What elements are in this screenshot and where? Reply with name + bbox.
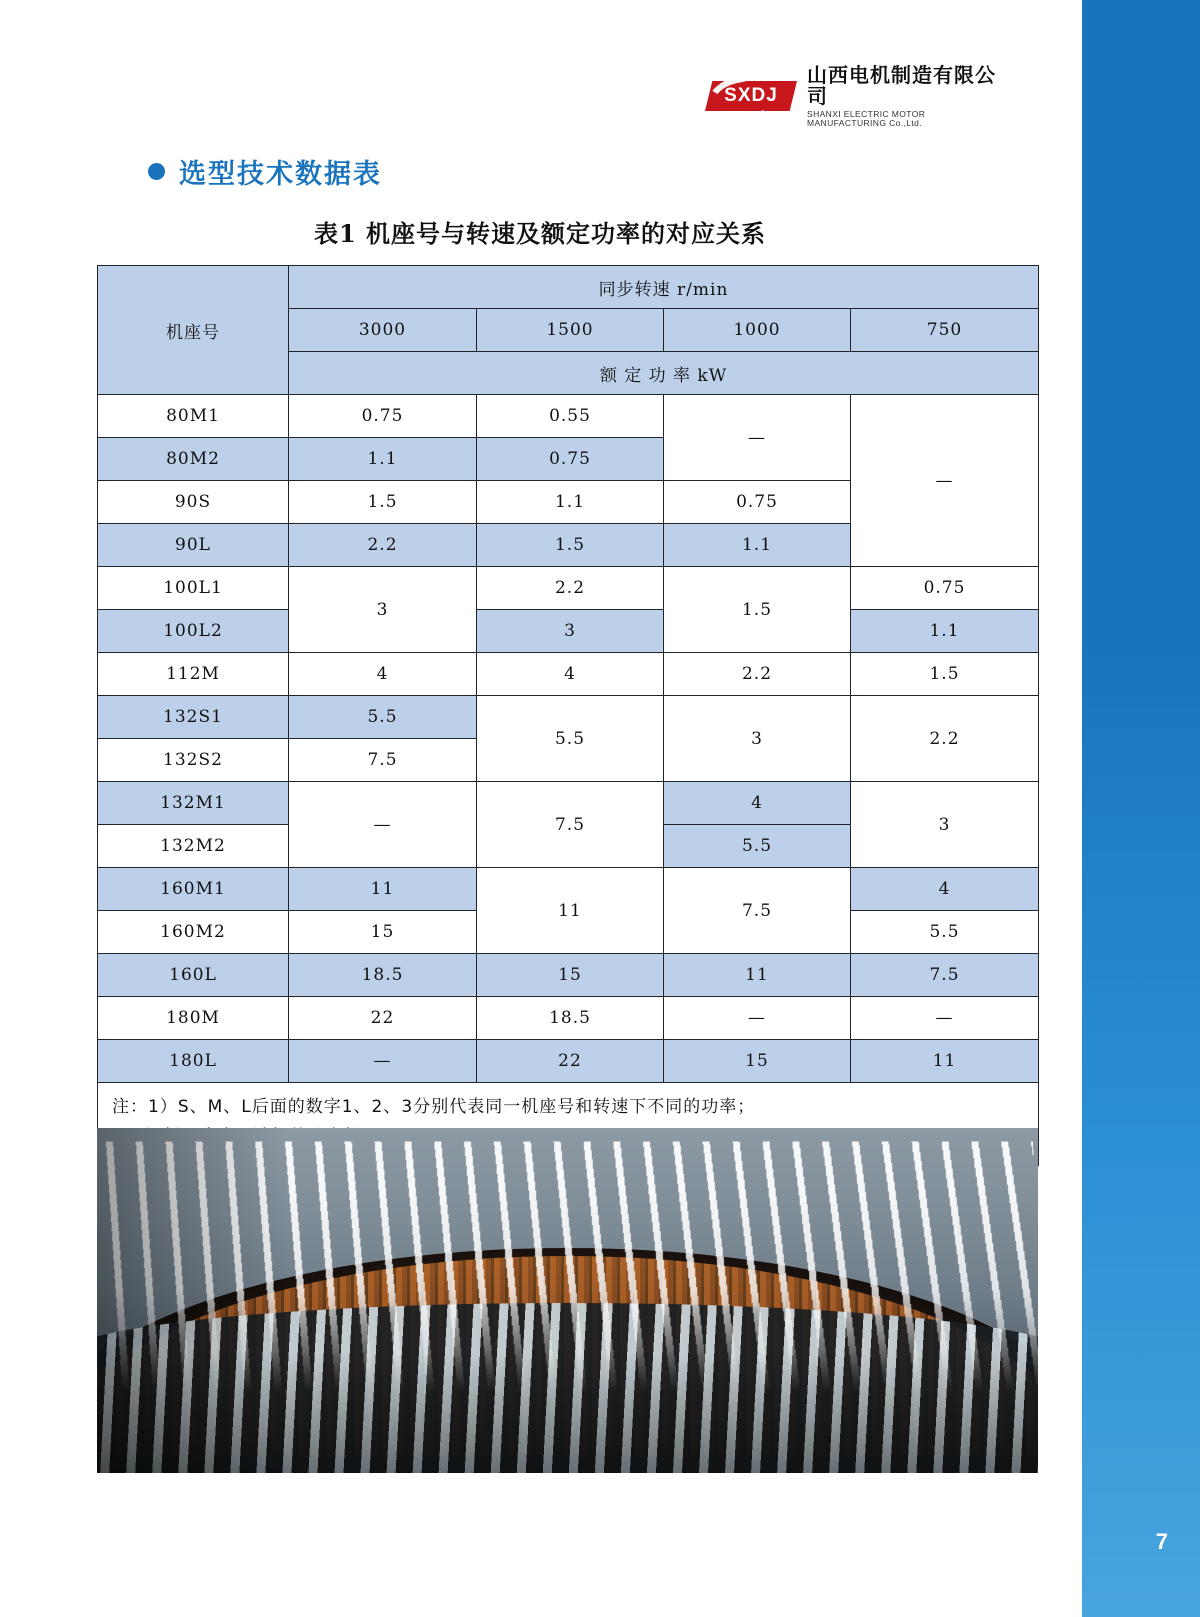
cell-750: 1.5 xyxy=(851,653,1039,696)
cell-frame: 180L xyxy=(98,1040,289,1083)
cell-3000: 1.5 xyxy=(289,481,477,524)
cell-frame: 90L xyxy=(98,524,289,567)
cell-frame: 180M xyxy=(98,997,289,1040)
company-name-en: SHANXI ELECTRIC MOTOR MANUFACTURING Co.,Ltd. xyxy=(807,108,926,128)
cell-1000: 2.2 xyxy=(664,653,851,696)
stator-winding-photo xyxy=(97,1128,1038,1473)
table-row xyxy=(98,696,1039,739)
cell-frame: 132M1 xyxy=(98,782,289,825)
cell-750: — xyxy=(851,395,1039,567)
cell-750: 2.2 xyxy=(851,696,1039,782)
cell-1500: 4 xyxy=(477,653,664,696)
cell-1000: 15 xyxy=(664,1040,851,1083)
spec-table xyxy=(97,265,1039,1166)
cell-750: 11 xyxy=(851,1040,1039,1083)
cell-1500: 5.5 xyxy=(477,696,664,782)
cell-1000: 1.5 xyxy=(664,567,851,653)
table-row xyxy=(98,868,1039,911)
cell-750: 7.5 xyxy=(851,954,1039,997)
cell-1000: 4 xyxy=(664,782,851,825)
cell-3000: 18.5 xyxy=(289,954,477,997)
cell-750: 5.5 xyxy=(851,911,1039,954)
cell-750: — xyxy=(851,997,1039,1040)
table-note-1: 注：1）S、M、L后面的数字1、2、3分别代表同一机座号和转速下不同的功率； xyxy=(112,1097,756,1117)
cell-frame: 132S2 xyxy=(98,739,289,782)
cell-frame: 132S1 xyxy=(98,696,289,739)
cell-3000: 7.5 xyxy=(289,739,477,782)
cell-1500: 3 xyxy=(477,610,664,653)
cell-3000: 22 xyxy=(289,997,477,1040)
cell-1000: — xyxy=(664,997,851,1040)
cell-3000: 1.1 xyxy=(289,438,477,481)
header-speed-750: 750 xyxy=(851,309,1039,352)
cell-frame: 160M1 xyxy=(98,868,289,911)
table-row xyxy=(98,567,1039,610)
cell-frame: 100L2 xyxy=(98,610,289,653)
cell-1500: 1.1 xyxy=(477,481,664,524)
table-row xyxy=(98,997,1039,1040)
cell-1500: 0.75 xyxy=(477,438,664,481)
logo-text-block xyxy=(807,62,1005,128)
photo-shade-bottom xyxy=(97,1353,1038,1473)
cell-frame: 112M xyxy=(98,653,289,696)
header-rated-power: 额 定 功 率 kW xyxy=(289,352,1039,395)
cell-750: 4 xyxy=(851,868,1039,911)
cell-1500: 22 xyxy=(477,1040,664,1083)
cell-1000: 11 xyxy=(664,954,851,997)
cell-frame: 90S xyxy=(98,481,289,524)
cell-1500: 2.2 xyxy=(477,567,664,610)
cell-1500: 0.55 xyxy=(477,395,664,438)
cell-1000: 0.75 xyxy=(664,481,851,524)
cell-1000: 1.1 xyxy=(664,524,851,567)
table-row xyxy=(98,653,1039,696)
cell-frame: 80M2 xyxy=(98,438,289,481)
header-speed-1000: 1000 xyxy=(664,309,851,352)
table-row xyxy=(98,395,1039,438)
cell-3000: 11 xyxy=(289,868,477,911)
cell-3000: 0.75 xyxy=(289,395,477,438)
page-title: 选型技术数据表 xyxy=(179,159,382,190)
bullet-dot-icon xyxy=(148,163,165,180)
cell-1000: — xyxy=(664,395,851,481)
header-frame-size: 机座号 xyxy=(98,266,289,395)
header-sync-speed: 同步转速 r/min xyxy=(289,266,1039,309)
cell-1000: 5.5 xyxy=(664,825,851,868)
cell-1500: 15 xyxy=(477,954,664,997)
cell-3000: 4 xyxy=(289,653,477,696)
table-row xyxy=(98,1040,1039,1083)
cell-frame: 100L1 xyxy=(98,567,289,610)
logo-mark-icon xyxy=(705,75,797,117)
table-caption: 表1 机座号与转速及额定功率的对应关系 xyxy=(313,219,767,248)
cell-frame: 160L xyxy=(98,954,289,997)
cell-3000: 5.5 xyxy=(289,696,477,739)
cell-1000: 7.5 xyxy=(664,868,851,954)
header-speed-1500: 1500 xyxy=(477,309,664,352)
cell-3000: 15 xyxy=(289,911,477,954)
cell-1500: 11 xyxy=(477,868,664,954)
logo-initials: SXDJ xyxy=(724,85,778,106)
page-number: 7 xyxy=(1155,1529,1168,1554)
cell-3000: — xyxy=(289,782,477,868)
cell-1000: 3 xyxy=(664,696,851,782)
right-side-band xyxy=(1082,0,1200,1617)
cell-frame: 160M2 xyxy=(98,911,289,954)
table-row xyxy=(98,610,1039,653)
company-name-cn: 山西电机制造有限公司 xyxy=(807,62,996,108)
section-heading xyxy=(148,152,382,191)
cell-750: 1.1 xyxy=(851,610,1039,653)
cell-3000: — xyxy=(289,1040,477,1083)
cell-3000: 3 xyxy=(289,567,477,653)
company-logo xyxy=(705,62,1005,128)
cell-1500: 18.5 xyxy=(477,997,664,1040)
cell-1500: 7.5 xyxy=(477,782,664,868)
table-row xyxy=(98,782,1039,825)
spec-table-wrapper xyxy=(97,265,1038,1166)
cell-frame: 132M2 xyxy=(98,825,289,868)
cell-1500: 1.5 xyxy=(477,524,664,567)
table-row xyxy=(98,954,1039,997)
cell-frame: 80M1 xyxy=(98,395,289,438)
table-header-row-1 xyxy=(98,266,1039,309)
header-speed-3000: 3000 xyxy=(289,309,477,352)
cell-750: 0.75 xyxy=(851,567,1039,610)
cell-750: 3 xyxy=(851,782,1039,868)
cell-3000: 2.2 xyxy=(289,524,477,567)
